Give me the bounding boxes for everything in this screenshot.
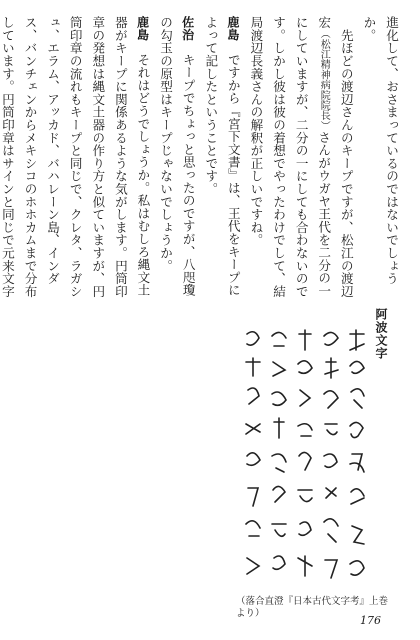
- glyph-column-2: [324, 332, 338, 578]
- paragraph: [244, 16, 357, 308]
- glyph-column-1: [350, 330, 364, 575]
- dialogue-text: それはどうでしょうか。私はむしろ縄文土器がキープに関係あるような気がします。円筒印章の発想は縄文土器の作り方と似ていますが、円筒印章の流れもキープと同じで、クレタ、ラガシュ、エラム、アッカド、バハレーン島、インダス、バンチェンからメキシコのホホカムまで分布しています。円筒印章はサインと同じで元来文字: [0, 16, 151, 298]
- lower-text-block: [24, 316, 214, 616]
- speaker-name: 佐治: [180, 16, 195, 41]
- paragraph: [357, 16, 402, 308]
- glyph-column-4: [272, 332, 286, 569]
- speaker-name: 鹿島: [225, 16, 240, 41]
- dialogue-text: キープでちょっと思ったのですが、八咫瓊の勾玉の原型はキープじゃないでしょうか。: [158, 16, 196, 297]
- glyph-column-5: [246, 332, 260, 574]
- paragraph-text: 先ほどの渡辺さんのキープですが、松江の渡辺宏: [316, 16, 354, 298]
- dialogue-text: ですから『宮下文書』は、王代をキープによって記したということです。: [203, 16, 241, 297]
- illustration-caption: （落合直澄『日本古代文字考』上巻より）: [236, 596, 389, 619]
- page-number: 176: [360, 614, 381, 627]
- glyph-column-3: [298, 330, 312, 576]
- dialogue-line: [0, 16, 153, 308]
- dialogue-line: [199, 16, 244, 308]
- paragraph-text: さんがウガヤ王代を二分の一にしていますが、二分の一にしても合わないのです。しかし彼は彼の着想でやったわけでして、結局渡辺長義さんの解釈が正しいですね。: [248, 16, 332, 298]
- illustration-title: 阿波文字: [374, 308, 388, 360]
- dialogue-line: [153, 16, 198, 308]
- inline-note: （松江精神病院院長）: [318, 28, 330, 131]
- paragraph-text: 進化して、おさまっているのではないでしょうか。: [361, 16, 399, 285]
- upper-text-block: [0, 16, 402, 308]
- awa-script-illustration: [224, 330, 370, 592]
- speaker-name: 鹿島: [135, 16, 150, 41]
